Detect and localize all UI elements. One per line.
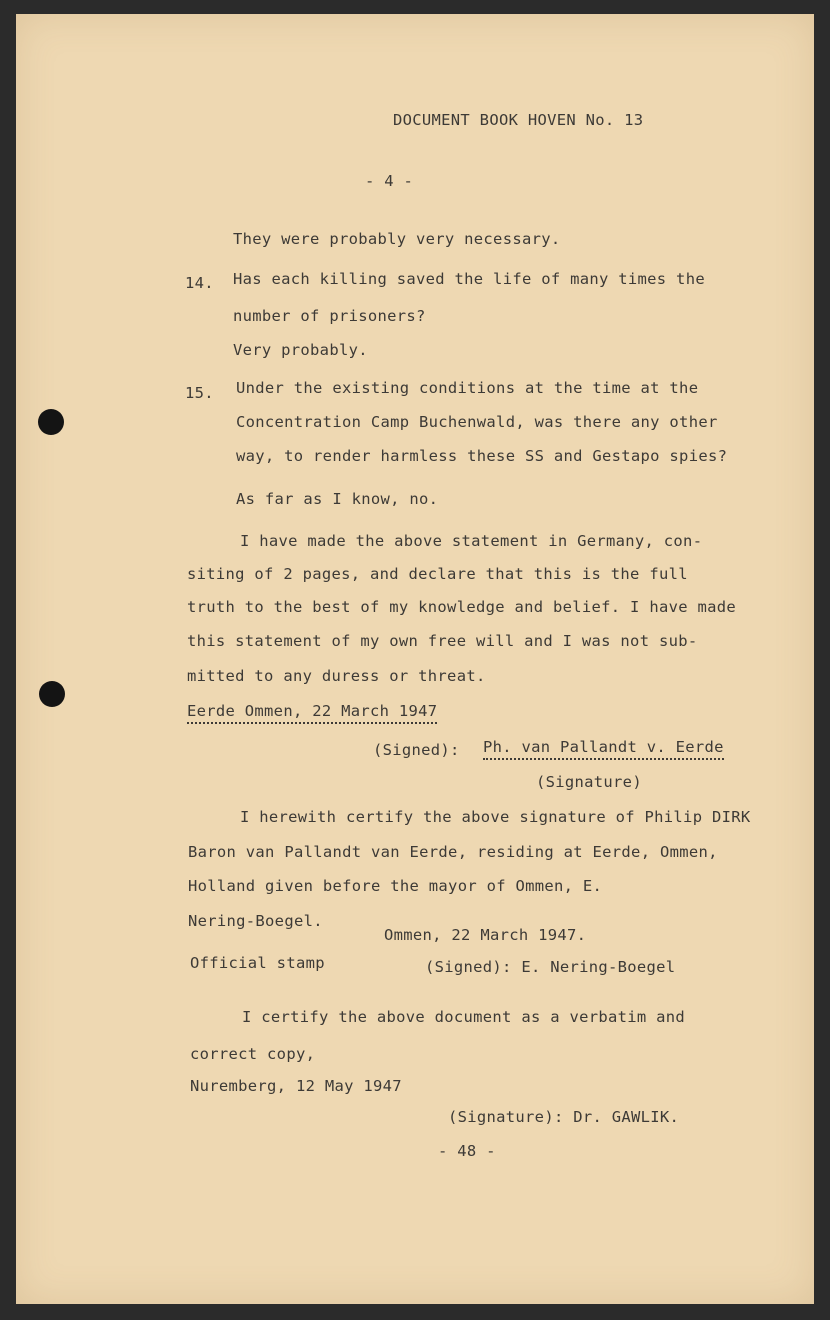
question-15-line-1: Under the existing conditions at the time at the: [236, 379, 699, 397]
certification-line-2: Baron van Pallandt van Eerde, residing at Eerde, Ommen,: [188, 843, 718, 861]
certification-signed: (Signed): E. Nering-Boegel: [425, 958, 676, 976]
page-number-top: - 4 -: [365, 172, 414, 190]
copy-signature: (Signature): Dr. GAWLIK.: [448, 1108, 680, 1126]
statement-line-4: this statement of my own free will and I was not sub-: [187, 632, 698, 650]
document-reference: DOCUMENT BOOK HOVEN No. 13: [393, 111, 644, 129]
signer-name: Ph. van Pallandt v. Eerde: [483, 738, 724, 760]
question-14-line-1: Has each killing saved the life of many times the: [233, 270, 705, 288]
statement-line-5: mitted to any duress or threat.: [187, 667, 486, 685]
question-14-line-2: number of prisoners?: [233, 307, 426, 325]
signature-caption: (Signature): [536, 773, 642, 791]
copy-place-date: Nuremberg, 12 May 1947: [190, 1077, 402, 1095]
official-stamp: Official stamp: [190, 954, 325, 972]
punch-hole-bottom: [39, 681, 65, 707]
punch-hole-top: [38, 409, 64, 435]
copy-certification-line-1: I certify the above document as a verbatim and: [242, 1008, 686, 1026]
question-15-line-3: way, to render harmless these SS and Gestapo spies?: [236, 447, 728, 465]
answer-13: They were probably very necessary.: [233, 230, 561, 248]
copy-certification-line-2: correct copy,: [190, 1045, 316, 1063]
certification-place-date: Ommen, 22 March 1947.: [384, 926, 587, 944]
certification-line-4: Nering-Boegel.: [188, 912, 323, 930]
statement-line-1: I have made the above statement in Germany, con-: [240, 532, 703, 550]
statement-line-2: siting of 2 pages, and declare that this is the full: [187, 565, 688, 583]
answer-15: As far as I know, no.: [236, 490, 439, 508]
document-page: [16, 14, 814, 1304]
question-15-number: 15.: [185, 384, 214, 402]
certification-line-1: I herewith certify the above signature of Philip DIRK: [240, 808, 751, 826]
answer-14: Very probably.: [233, 341, 368, 359]
statement-place-date: Eerde Ommen, 22 March 1947: [187, 702, 437, 724]
page-number-bottom: - 48 -: [438, 1142, 496, 1160]
signed-label: (Signed):: [373, 741, 460, 759]
certification-line-3: Holland given before the mayor of Ommen, E.: [188, 877, 603, 895]
question-14-number: 14.: [185, 274, 214, 292]
statement-line-3: truth to the best of my knowledge and belief. I have made: [187, 598, 737, 616]
question-15-line-2: Concentration Camp Buchenwald, was there any other: [236, 413, 718, 431]
